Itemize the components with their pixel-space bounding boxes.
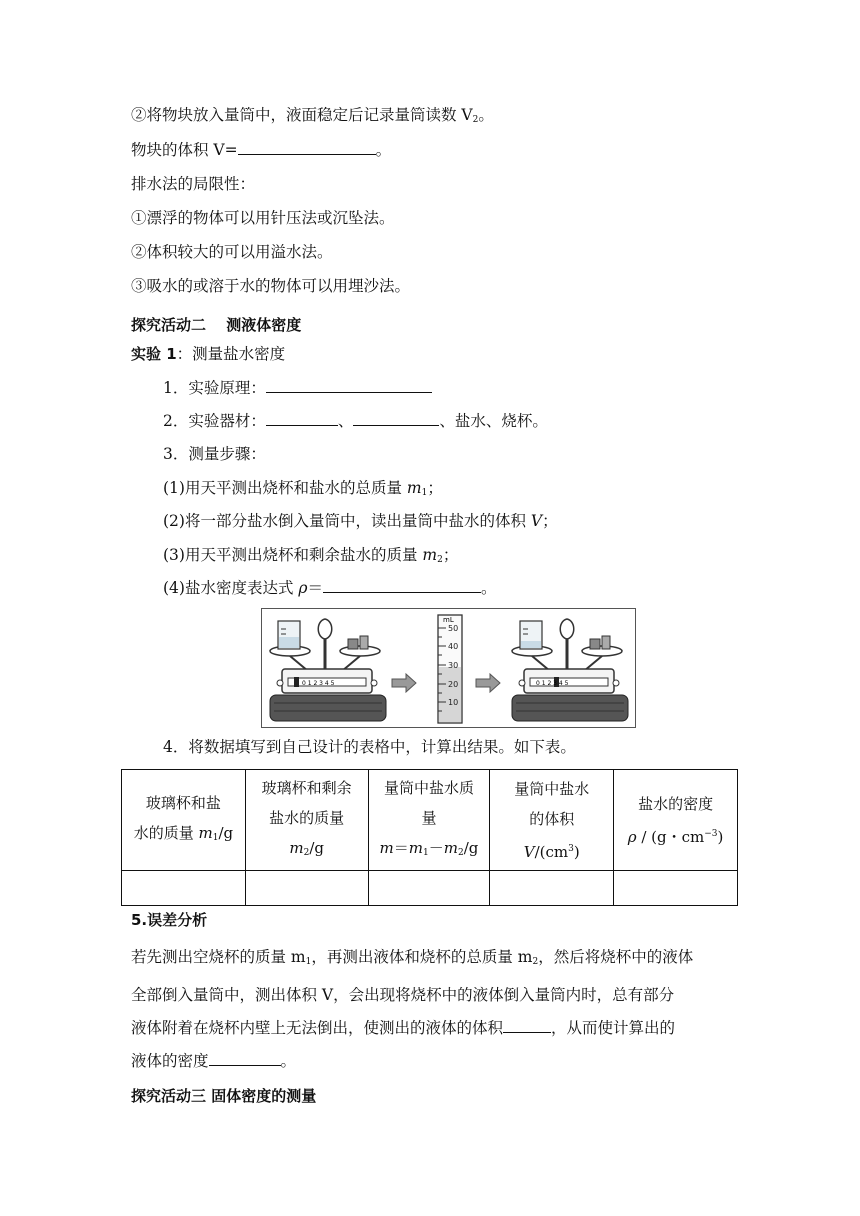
density-expression-blank[interactable] xyxy=(323,578,481,593)
table-header-row xyxy=(122,770,738,871)
scale-label-right: 0 1 2 3 4 5 xyxy=(536,680,569,687)
cyl-tick-20: 20 xyxy=(448,680,459,689)
h1-line2: 水的质量 xyxy=(133,823,199,842)
h5-line1: 盐水的密度 xyxy=(638,794,714,813)
principle-line xyxy=(163,378,432,398)
cylinder-unit: mL xyxy=(443,616,454,624)
cell-density[interactable] xyxy=(614,871,738,906)
h2-unit: /g xyxy=(309,838,324,857)
volume-end: 。 xyxy=(375,141,392,159)
step2-line xyxy=(131,105,494,130)
step-4 xyxy=(163,578,497,598)
experiment1-text: ：测量盐水密度 xyxy=(176,345,286,363)
step-3 xyxy=(163,545,458,570)
volume-result-blank[interactable] xyxy=(503,1018,551,1033)
h2-line2: 盐水的质量 xyxy=(269,808,345,827)
header-cylinder-mass xyxy=(368,770,490,871)
limit-3: ③吸水的或溶于水的物体可以用埋沙法。 xyxy=(131,277,411,295)
h1-sub: 1 xyxy=(212,832,219,843)
section3-title: 探究活动三 固体密度的测量 xyxy=(131,1087,317,1105)
experiment1-line xyxy=(131,344,285,364)
step-2-var: V xyxy=(530,512,543,530)
volume-label: 物块的体积 V= xyxy=(131,141,238,159)
p-part3: ，然后将烧杯中的液体 xyxy=(538,948,694,966)
steps-title: 3．测量步骤： xyxy=(163,445,266,463)
step2-end: 。 xyxy=(478,106,494,124)
p-sub2: 2 xyxy=(532,957,539,967)
step-2-end: ； xyxy=(542,512,558,530)
h2-var: m xyxy=(289,838,304,857)
step-1 xyxy=(163,478,443,503)
p-part7: 液体的密度 xyxy=(131,1052,209,1070)
h3-unit: /g xyxy=(463,838,479,857)
p-part6: ，从而使计算出的 xyxy=(551,1019,676,1037)
h4-unit: /(cm xyxy=(534,842,569,861)
arrow-right-icon xyxy=(392,674,416,692)
volume-line xyxy=(131,140,391,160)
table-row xyxy=(122,871,738,906)
h4-line2: 的体积 xyxy=(529,809,575,828)
header-remaining-mass xyxy=(245,770,368,871)
p-part4: 全部倒入量筒中，测出体积 V，会出现将烧杯中的液体倒入量筒内时，总有部分 xyxy=(131,986,675,1004)
h1-line1: 玻璃杯和盐 xyxy=(145,793,221,812)
h2-sub: 2 xyxy=(303,847,310,858)
balance-right xyxy=(512,619,628,721)
step-1-end: ； xyxy=(427,479,443,497)
h5-unit: / (g・cm xyxy=(636,827,705,846)
cell-total-mass[interactable] xyxy=(122,871,246,906)
h3-sub2: 2 xyxy=(457,847,464,858)
density-result-blank[interactable] xyxy=(209,1051,281,1066)
step2-text: ②将物块放入量筒中，液面稳定后记录量筒读数 V xyxy=(131,106,473,124)
h1-var: m xyxy=(198,823,213,842)
h3-line1: 量筒中盐水质 xyxy=(383,778,474,797)
cyl-tick-50: 50 xyxy=(448,624,459,633)
volume-blank[interactable] xyxy=(238,140,376,155)
section2-title: 探究活动二 测液体密度 xyxy=(131,316,302,334)
step-3-var: m xyxy=(422,546,438,564)
h3-var: m xyxy=(379,838,394,857)
h3-var-m2: m xyxy=(443,838,458,857)
balance-illustration xyxy=(262,609,635,727)
p-part8: 。 xyxy=(280,1052,297,1070)
equipment-blank-2[interactable] xyxy=(353,411,439,426)
arrow-right-icon-2 xyxy=(476,674,500,692)
balance-figure xyxy=(261,608,636,728)
experiment1-label: 实验 1 xyxy=(131,345,177,363)
equipment-sep: 、 xyxy=(337,412,354,430)
step-1-var: m xyxy=(406,479,422,497)
section5-title: 5.误差分析 xyxy=(131,911,208,929)
h5-close: ) xyxy=(717,827,724,846)
h4-line1: 量筒中盐水 xyxy=(514,779,590,798)
step-4-rho: ρ xyxy=(298,579,308,597)
step-2-text: (2)将一部分盐水倒入量筒中，读出量筒中盐水的体积 xyxy=(163,512,531,530)
h3-line2: 量 xyxy=(421,808,437,827)
h4-sup: 3 xyxy=(568,843,574,854)
step-1-text: (1)用天平测出烧杯和盐水的总质量 xyxy=(163,479,407,497)
header-total-mass xyxy=(122,770,246,871)
h2-line1: 玻璃杯和剩余 xyxy=(261,778,352,797)
principle-blank[interactable] xyxy=(266,378,432,393)
density-table xyxy=(121,769,738,906)
equipment-blank-1[interactable] xyxy=(266,411,338,426)
error-analysis-paragraph xyxy=(131,941,737,1078)
p-sub1: 1 xyxy=(305,957,312,967)
balance-left xyxy=(270,619,386,721)
step-4-text: (4)盐水密度表达式 xyxy=(163,579,299,597)
p-part2: ，再测出液体和烧杯的总质量 m xyxy=(311,948,533,966)
h3-var-m1: m xyxy=(408,838,423,857)
cell-cylinder-volume[interactable] xyxy=(490,871,614,906)
limit-1: ①漂浮的物体可以用针压法或沉坠法。 xyxy=(131,209,395,227)
step-3-text: (3)用天平测出烧杯和剩余盐水的质量 xyxy=(163,546,423,564)
cyl-tick-10: 10 xyxy=(448,698,459,707)
header-cylinder-volume xyxy=(490,770,614,871)
limit-title: 排水法的局限性： xyxy=(131,175,256,193)
step-3-sub: 2 xyxy=(437,555,443,565)
scale-label-left: 0 1 2 3 4 5 xyxy=(302,680,335,687)
limit-2: ②体积较大的可以用溢水法。 xyxy=(131,243,333,261)
equipment-line xyxy=(163,411,548,431)
h3-sub1: 1 xyxy=(423,847,429,858)
step-1-sub: 1 xyxy=(421,488,428,498)
cyl-tick-30: 30 xyxy=(448,661,459,670)
step-4-eq: ＝ xyxy=(307,579,324,597)
equipment-label: 2．实验器材： xyxy=(163,412,266,430)
h4-var: V xyxy=(523,842,535,861)
principle-label: 1．实验原理： xyxy=(163,379,266,397)
equipment-end: 、盐水、烧杯。 xyxy=(439,412,548,430)
h1-unit: /g xyxy=(218,823,234,842)
cell-cylinder-mass[interactable] xyxy=(368,871,490,906)
h5-sup: −3 xyxy=(704,828,718,839)
graduated-cylinder xyxy=(438,615,462,723)
h3-minus: － xyxy=(428,838,444,857)
p-part1: 若先测出空烧杯的质量 m xyxy=(131,948,306,966)
cyl-tick-40: 40 xyxy=(448,642,459,651)
step-2 xyxy=(163,511,558,531)
h4-close: ) xyxy=(573,842,580,861)
p-part5: 液体附着在烧杯内壁上无法倒出，使测出的液体的体积 xyxy=(131,1019,504,1037)
step2-sub: 2 xyxy=(472,115,479,125)
h5-rho: ρ xyxy=(627,827,637,846)
header-density xyxy=(614,770,738,871)
step-3-end: ； xyxy=(442,546,459,564)
step-4-end: 。 xyxy=(481,579,497,597)
h3-eq: ＝ xyxy=(393,838,409,857)
table-intro: 4．将数据填写到自己设计的表格中，计算出结果。如下表。 xyxy=(163,738,576,756)
cell-remaining-mass[interactable] xyxy=(245,871,368,906)
